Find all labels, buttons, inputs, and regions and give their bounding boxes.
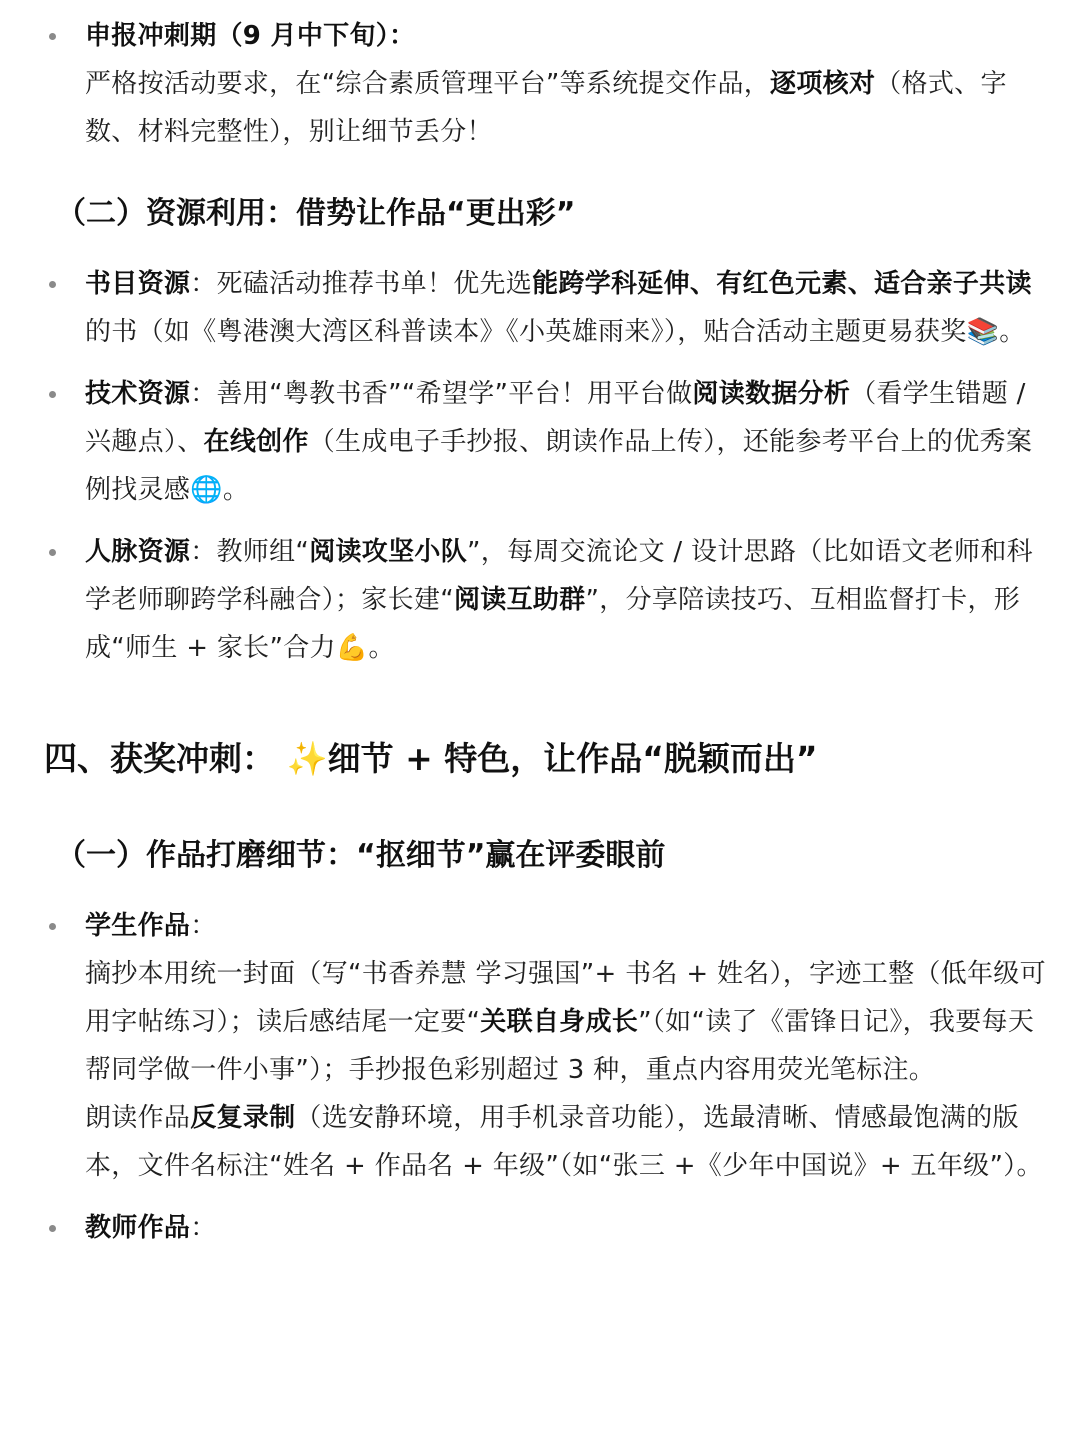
people-resources-bold-1: 阅读攻坚小队	[309, 537, 467, 567]
book-resources-text-1: ：死磕活动推荐书单！优先选	[190, 269, 533, 299]
people-resources-bold-2: 阅读互助群	[453, 585, 586, 615]
list-item-people-resources	[0, 528, 1050, 672]
tech-resources-bold-2: 在线创作	[203, 427, 309, 457]
globe-icon: 🌐	[190, 475, 223, 505]
teacher-works-label: 教师作品	[85, 1213, 191, 1243]
people-resources-end: 。	[368, 633, 395, 663]
tech-resources-bold-1: 阅读数据分析	[692, 379, 851, 409]
student-works-p2-text-1: 朗读作品	[85, 1103, 191, 1133]
student-works-p1-text-1: 摘抄本用统一封面（写“书香养慧 学习强国”+ 书名 + 姓名），字迹工整（低年级可用字帖练习）；读后感结尾一定要“	[85, 959, 1046, 1037]
list-works	[0, 902, 1050, 1252]
tech-resources-label: 技术资源	[85, 379, 191, 409]
people-resources-text-2: ”，每周交流论文 / 设计思路（比如语文老师和科学老师聊跨学科融合）；家长建“	[85, 537, 1033, 615]
list-item-tech-resources	[0, 370, 1050, 514]
filing-period-body-1: 严格按活动要求，在“综合素质管理平台”等系统提交作品，	[85, 69, 771, 99]
award-sprint-prefix: 四、获奖冲刺：	[44, 739, 275, 778]
list-item-filing-period	[0, 12, 1050, 156]
sparkles-icon: ✨	[286, 739, 328, 778]
tech-resources-text-3: （生成电子手抄报、朗读作品上传），还能参考平台上的优秀案例找灵感	[85, 427, 1033, 505]
list-item-teacher-works	[0, 1204, 1050, 1252]
book-resources-bold: 能跨学科延伸、有红色元素、适合亲子共读	[532, 269, 1032, 299]
people-resources-text-1: ：教师组“	[190, 537, 310, 567]
book-resources-end: 。	[999, 317, 1026, 347]
teacher-works-colon: ：	[190, 1213, 217, 1243]
flexed-biceps-icon: 💪	[335, 633, 369, 663]
filing-period-body-2: （格式、字数、材料完整性），别让细节丢分！	[85, 69, 1007, 147]
list-item-student-works	[0, 902, 1050, 1190]
student-works-colon: ：	[190, 911, 217, 941]
book-resources-label: 书目资源	[85, 269, 191, 299]
heading-polish-details: （一）作品打磨细节：“抠细节”赢在评委眼前	[56, 838, 666, 873]
tech-resources-text-1: ：善用“粤教书香”“希望学”平台！用平台做	[190, 379, 693, 409]
list-item-book-resources	[0, 260, 1050, 356]
student-works-p1-text-2: ”（如“读了《雷锋日记》，我要每天帮同学做一件小事”）；手抄报色彩别超过 3 种，重点内容用荧光笔标注。	[85, 1007, 1035, 1085]
student-works-p1-bold: 关联自身成长	[480, 1007, 639, 1037]
student-works-label: 学生作品	[85, 911, 191, 941]
heading-resources: （二）资源利用：借势让作品“更出彩”	[56, 196, 576, 231]
student-works-p2-bold: 反复录制	[190, 1103, 296, 1133]
filing-period-title: 申报冲刺期（9 月中下旬）：	[85, 21, 416, 51]
tech-resources-end: 。	[222, 475, 250, 505]
award-sprint-suffix: 细节 + 特色，让作品“脱颖而出”	[327, 739, 818, 778]
tech-resources-text-2: （看学生错题 / 兴趣点）、	[85, 379, 1026, 457]
people-resources-label: 人脉资源	[85, 537, 191, 567]
list-filing	[0, 12, 1050, 156]
student-works-p2-text-2: （选安静环境，用手机录音功能），选最清晰、情感最饱满的版本，文件名标注“姓名 + 作品名 + 年级”（如“张三 +《少年中国说》+ 五年级”）。	[85, 1103, 1043, 1181]
list-resources	[0, 260, 1050, 672]
book-resources-text-2: 的书（如《粤港澳大湾区科普读本》《小英雄雨来》），贴合活动主题更易获奖	[85, 317, 967, 347]
heading-award-sprint	[0, 734, 1050, 784]
books-icon: 📚	[966, 317, 1000, 347]
people-resources-text-3: ”，分享陪读技巧、互相监督打卡，形成“师生 + 家长”合力	[85, 585, 1021, 663]
filing-period-body-bold: 逐项核对	[770, 69, 876, 99]
document-page	[0, 12, 1080, 1452]
